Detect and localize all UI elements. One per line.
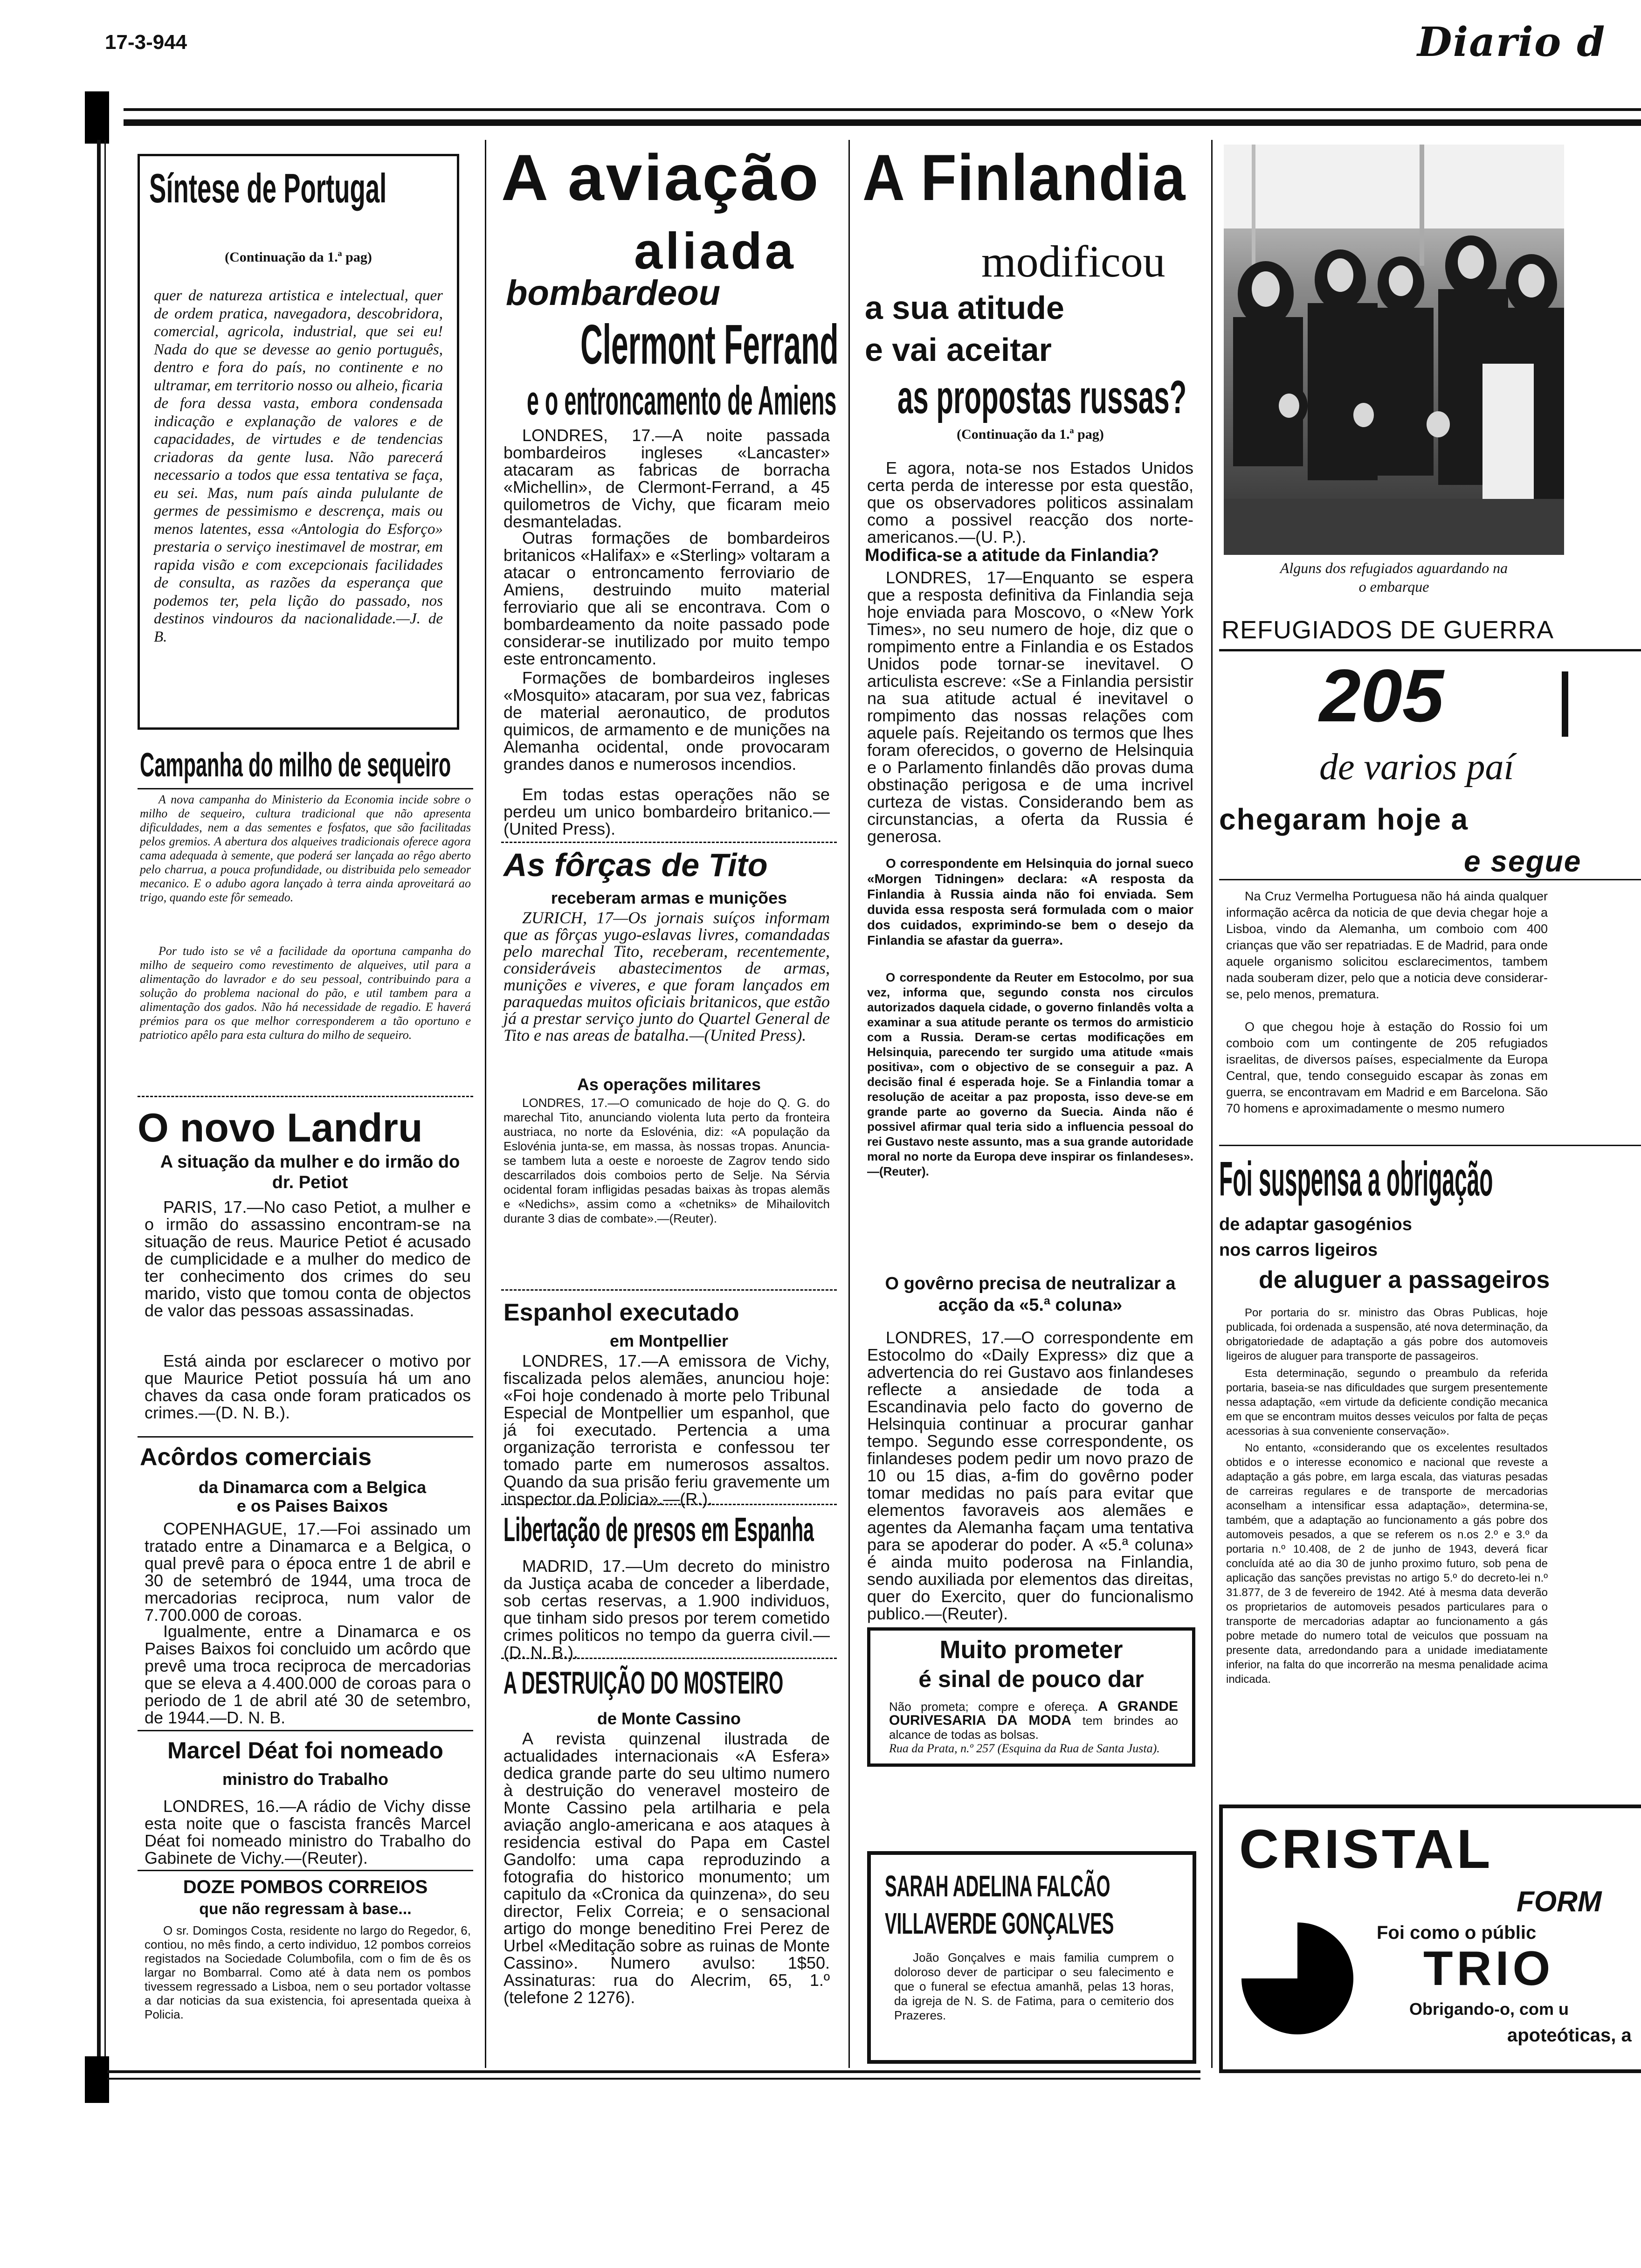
- aviacao-title-4: Clermont Ferrand: [580, 313, 839, 376]
- tito-ops-body: LONDRES, 17.—O comunicado de hoje do Q. G. do marechal Tito, anunciando violenta luta perto da fronteira austriaca, no norte da Eslovénia, diz: «A população da Eslovénia junta-se, em massa, às nossas tropas. Anuncia-se tambem luta a oeste e noroeste de Zagrov tendo sido descarrilados dois comboios perto de Selje. Na Sérvia ocidental foram infligidas pesadas baixas às tropas alemãs e «Nedichs», assim como a «chetniks» de Mihailovitch durante 3 dias de combate».—(Reuter).: [503, 1096, 830, 1225]
- aviacao-body-4: Em todas estas operações não se perdeu um unico bombardeiro britanico.—(United Press).: [503, 785, 830, 838]
- divider-acordos: [138, 1730, 473, 1731]
- aviacao-body-2: Outras formações de bombardeiros britanicos «Halifax» e «Sterling» voltaram a atacar o entroncamento ferroviario de Amiens, destruindo muito material ferroviario que ali se encontrava. Com o bombardeamento da noite passado pode considerar-se inutilizado por muito tempo este entroncamento.: [503, 528, 830, 668]
- ad-cristal-line-2: Foi como o públic: [1377, 1922, 1537, 1943]
- sintese-box: [138, 154, 459, 730]
- pombos-body: O sr. Domingos Costa, residente no largo do Regedor, 6, contiou, no mês findo, a certo individuo, 12 pombos correios registados na Sociedade Columbofila, com o fim de ês os largar no Bombarral. Como até à data nem os pombos tivessem regressado a Lisboa, nem o seu portador voltasse a dar noticias da sua existencia, foi apresentada queixa à Policia.: [145, 1923, 471, 2021]
- refugees-photo: [1224, 145, 1564, 555]
- pie-logo-icon: [1241, 1922, 1353, 2034]
- left-margin-rule: [97, 140, 101, 2073]
- column-separator-2: [848, 140, 850, 2068]
- left-margin-bar-top: [85, 91, 109, 144]
- mosteiro-title: A DESTRUIÇÃO DO MOSTEIRO: [503, 1665, 784, 1701]
- suspensa-body-2: Esta determinação, segundo o preambulo da referida portaria, baseia-se nas dificuldades que surgem presentemente nessa adaptação, «em virtude da deficiente condição mecanica em que se encontram muitos desses veiculos por falta de peças acessorias à sua conveniente conservação».: [1226, 1367, 1548, 1438]
- obituary-name-1: SARAH ADELINA FALCÃO: [885, 1869, 1110, 1903]
- aviacao-title-3: bombardeou: [506, 273, 721, 313]
- divider-refugiados: [1219, 1145, 1641, 1146]
- refugiados-line-3: chegaram hoje a: [1219, 802, 1469, 836]
- divider-libertacao: [501, 1658, 837, 1659]
- suspensa-sub-2: nos carros ligeiros: [1219, 1240, 1378, 1260]
- aviacao-title-2: aliada: [634, 222, 796, 280]
- tito-subtitle: receberam armas e munições: [551, 888, 787, 907]
- masthead: Diario d: [1417, 19, 1606, 66]
- suspensa-body-3: No entanto, «considerando que os excelentes resultados obtidos e o interesse economico e nacional que reveste a adaptação a gás pobre, em larga escala, das viaturas pesadas de carreiras regulares e de transporte de mercadorias aconselham a intensificar essa adaptação», determina-se, também, que a adaptação ao funcionamento a gás pobre dos automoveis pesados, a que se referem os n.os 2.º e 3.º da portaria n.º 10.408, de 2 de junho de 1943, deverá ficar concluída até ao dia 30 de junho proximo futuro, sob pena de aplicação das sanções previstas no artigo 5.º do decreto-lei n.º 31.877, de 3 de fevereiro de 1942. Até à mesma data deverão os proprietarios de automoveis pesados particulares para o transporte de mercadorias adaptar ao funcionamento a gás pobre metade do numero total de veiculos que possuam na presente data, arredondando para a unidade imediatamente inferior, na falta do que incorrerão na mesma penalidade acima indicada.: [1226, 1442, 1548, 1686]
- column-separator-3: [1211, 140, 1213, 2068]
- landru-body-2: Está ainda por esclarecer o motivo por que Maurice Petiot possuía há um ano chaves da casa onde foram praticados os crimes.—(D. N. B.).: [145, 1351, 471, 1422]
- deat-subtitle: ministro do Trabalho: [222, 1770, 389, 1789]
- photo-caption-2: o embarque: [1358, 578, 1429, 595]
- divider-campanha: [138, 1096, 473, 1097]
- refugiados-rule: [1219, 649, 1641, 651]
- espanhol-body: LONDRES, 17.—A emissora de Vichy, fiscalizada pelos alemães, anunciou hoje: «Foi hoje condenado à morte pelo Tribunal Especial de Montpellier um espanhol, que já foi executado. Pertencia a uma organização terrorista e confessou ter tomado parte em numerosos assaltos. Quando da sua prisão feriu gravemente um inspector da Policia».—(R.).: [503, 1351, 830, 1508]
- finlandia-sub-2: O govêrno precisa de neutralizar a acção da «5.ª coluna»: [885, 1274, 1176, 1315]
- refugiados-line-2: de varios paí: [1319, 747, 1514, 788]
- photo-caption-1: Alguns dos refugiados aguardando na: [1280, 560, 1508, 576]
- ad-prometer-title-1: Muito prometer: [939, 1636, 1123, 1664]
- finlandia-body-5: LONDRES, 17.—O correspondente em Estocolmo do «Daily Express» diz que a advertencia do rei Gustavo aos finlandeses reflecte a ansiedade de toda a Escandinavia pelo facto do governo de Helsinquia continuar a procurar ganhar tempo. Segundo esse correspondente, os finlandeses podem pedir um novo prazo de 10 ou 15 dias, a-fim do govêrno poder tomar medidas no país para evitar que elementos favoraveis aos alemães e agentes da Alemanha façam uma tentativa para se apoderar do poder. A «5.ª coluna» é ainda muito poderosa na Finlandia, sendo auxiliada por elementos das direitas, quer do Exercito, quer do funcionalismo publico.—(Reuter).: [867, 1328, 1193, 1623]
- deat-body: LONDRES, 16.—A rádio de Vichy disse esta noite que o fascista francês Marcel Déat foi nomeado ministro do Trabalho do Gabinete de Vichy.—(Reuter).: [145, 1797, 471, 1867]
- divider-aviacao: [501, 842, 837, 843]
- pombos-subtitle: que não regressam à base...: [199, 1900, 412, 1918]
- sintese-continuation: (Continuação da 1.ª pag): [225, 249, 372, 265]
- landru-title: O novo Landru: [138, 1106, 423, 1150]
- divider-deat: [138, 1870, 473, 1871]
- aviacao-body-1: LONDRES, 17.—A noite passada bombardeiros ingleses «Lancaster» atacaram as fabricas de borracha «Michellin», de Clermont-Ferrand, a 45 quilometros de Vichy, que ficaram meio desmanteladas.: [503, 426, 830, 531]
- obituary-body: João Gonçalves e mais familia cumprem o doloroso dever de participar o seu falecimento e que o funeral se efectua amanhã, pelas 13 horas, da igreja de N. S. de Fatima, para o cemiterio dos Prazeres.: [894, 1950, 1174, 2022]
- finlandia-continuation: (Continuação da 1.ª pag): [957, 427, 1104, 442]
- ad-cristal-title: CRISTAL: [1239, 1819, 1493, 1880]
- aviacao-title-1: A aviação: [501, 141, 820, 214]
- ad-cristal-line-4: apoteóticas, a: [1507, 2025, 1632, 2046]
- tito-ops-title: As operações militares: [577, 1075, 761, 1094]
- ad-prometer-body: [889, 1700, 1178, 1742]
- pombos-title: DOZE POMBOS CORREIOS: [183, 1877, 428, 1897]
- column-separator-1: [485, 140, 486, 2068]
- campanha-title: Campanha do milho de sequeiro: [140, 747, 451, 784]
- refugiados-body-2: O que chegou hoje à estação do Rossio foi um comboio com um contingente de 205 refugiados israelitas, de diversos países, especialmente da Europa Central, que, tendo conseguido escapar às zonas em guerra, se encontravam em Madrid e em Barcelona. São 70 homens e aproximadamente o mesmo numero: [1226, 1020, 1548, 1115]
- aviacao-title-5: e o entroncamento de Amiens: [527, 377, 837, 423]
- ad-cristal: [1219, 1805, 1641, 2073]
- page-date: 17-3-944: [105, 31, 187, 54]
- left-margin-bar-bottom: [85, 2056, 109, 2103]
- suspensa-sub-1: de adaptar gasogénios: [1219, 1215, 1412, 1234]
- deat-title: Marcel Déat foi nomeado: [167, 1737, 443, 1763]
- ad-prometer-title-2: é sinal de pouco dar: [918, 1666, 1144, 1692]
- finlandia-sub-1: Modifica-se a atitude da Finlandia?: [865, 546, 1159, 565]
- left-margin-rule-inner: [104, 140, 106, 2073]
- finlandia-title-4: e vai aceitar: [865, 332, 1052, 368]
- acordos-subtitle: da Dinamarca com a Belgica e os Paises Baixos: [198, 1478, 427, 1515]
- campanha-rule: [138, 788, 473, 789]
- finlandia-body-1: E agora, nota-se nos Estados Unidos certa perda de interesse por esta questão, que os observadores politicos assinalam como a possivel reacção dos norte-americanos.—(U. P.).: [867, 458, 1193, 546]
- tito-title: As fôrças de Tito: [503, 847, 768, 883]
- ad-prometer-box: [867, 1627, 1195, 1767]
- finlandia-title-3: a sua atitude: [865, 290, 1064, 326]
- refugiados-big: 205: [1319, 654, 1444, 737]
- finlandia-body-4: O correspondente da Reuter em Estocolmo, por sua vez, informa que, segundo consta nos circulos autorizados daquela cidade, o governo finlandês volta a examinar a sua atitude perante os termos do armisticio com a Russia. Deram-se certas modificações em Helsinquia, parecendo ter surgido uma atitude «mais positiva», com o objectivo de se conseguir a paz. A decisão final é esperada hoje. Se a Finlandia tomar a resolução de aceitar a paz proposta, isso deve-se em grande parte ao governo da Suecia. Ainda não é possivel afirmar qual teria sido a influencia pessoal do rei Gustavo neste assunto, mas a sua grande autoridade moral no norte da Europa deve inspirar os finlandeses».—(Reuter).: [867, 970, 1193, 1178]
- finlandia-title-1: A Finlandia: [862, 141, 1186, 214]
- espanhol-title: Espanhol executado: [503, 1299, 739, 1326]
- ad-prometer-body-b: tem brindes ao alcance de todas as bolsas.: [889, 1714, 1178, 1742]
- aviacao-body-3: Formações de bombardeiros ingleses «Mosquito» atacaram, por sua vez, fabricas de material aeronautico, de produtos quimicos, de armamento e de munições na Alemanha ocidental, onde provocaram grandes danos e numerosos incendios.: [503, 668, 830, 774]
- suspensa-body-1: Por portaria do sr. ministro das Obras Publicas, hoje publicada, foi ordenada a suspensão, até nova determinação, da obrigatoriedade de adaptação a gás pobre dos automoveis ligeiros de aluguer para transporte de passageiros.: [1226, 1307, 1548, 1362]
- header-rule-top: [124, 108, 1641, 111]
- suspensa-title: Foi suspensa a obrigação: [1219, 1152, 1493, 1206]
- landru-subtitle: A situação da mulher e do irmão do dr. Petiot: [160, 1152, 460, 1192]
- sintese-body: quer de natureza artistica e intelectual, quer de ordem pratica, navegadora, descobridora, comercial, agricola, industrial, que sei eu! Nada do que se devesse ao genio português, dentro e fora do país, no continente e no ultramar, em territorio nosso ou alheio, ficaria de fora dessa vasta, embora condensada indicação e explanação de valores e de capacidades, de virtudes e de tendencias criadoras da gente lusa. Não parecerá necessario a todos que essa tentativa se faça, eu sei. Mas, num país ainda pululante de germes de pessimismo e descrença, mais ou menos latentes, essa «Antologia do Esforço» prestaria o serviço inestimavel de mostrar, em rapida visão e com excepcionais facilidades de consulta, as razões da esperança que podemos ter, pela lição do passado, nos destinos vindouros da nacionalidade.—J. de B.: [154, 287, 443, 645]
- ad-prometer-brand: A GRANDE OURIVESARIA DA MODA: [889, 1699, 1178, 1728]
- divider-landru: [138, 1436, 473, 1438]
- refugiados-line-4: e segue: [1464, 844, 1582, 878]
- obituary-name-2: VILLAVERDE GONÇALVES: [885, 1907, 1114, 1940]
- finlandia-body-2: LONDRES, 17—Enquanto se espera que a resposta definitiva da Finlandia seja hoje enviada para Moscovo, o «New York Times», no seu numero de hoje, diz que o rompimento entre a Finlandia e os Estados Unidos pode tornar-se inevitavel. O articulista escreve: «Se a Finlandia persistir na sua atitude actual é inevitavel o rompimento das nossas relações com aquele país. Rejeitando os termos que lhes foram oferecidos, o governo de Helsinquia e o Parlamento finlandês dão provas duma obstinação perigosa e de uma incrivel curteza de vistas. Considerando bem as circunstancias, a oferta da Russia é generosa.: [867, 568, 1193, 846]
- header-rule-bottom: [124, 119, 1641, 126]
- mosteiro-subtitle: de Monte Cassino: [597, 1709, 741, 1728]
- ad-cristal-line-3: Obrigando-o, com u: [1409, 1999, 1569, 2019]
- finlandia-body-3: O correspondente em Helsinquia do jornal sueco «Morgen Tidningen» declara: «A resposta da Finlandia à Russia ainda não foi enviada. Sem duvida essa resposta será formulada com o maior dos cuidados, exprimindo-se bem o desejo da Finlandia se afastar da guerra».: [867, 856, 1193, 947]
- ad-prometer-body-a: Não prometa; compre e ofereça.: [889, 1700, 1089, 1714]
- acordos-body-1: COPENHAGUE, 17.—Foi assinado um tratado entre a Dinamarca e a Belgica, o qual prevê para o época entre 1 de abril e 30 de setembró de 1944, uma troca de mercadorias reciproca, num valor de 7.700.000 de coroas.: [145, 1519, 471, 1625]
- campanha-body-2: Por tudo isto se vê a facilidade da oportuna campanha do milho de sequeiro como revestimento de alqueives, util para a alimentação do lavrador e do seu pessoal, contribuindo para a solução do problema nacional do pão, e util tambem para a alimentação dos gados. Não há necessidade de regadio. E haverá prémios para os que melhor corresponderem a tão oportuno e patriotico apêlo para esta cultura do milho de sequeiro.: [140, 944, 471, 1042]
- acordos-title: Acôrdos comerciais: [140, 1444, 372, 1471]
- refugiados-bar: [1562, 671, 1568, 737]
- refugiados-kicker: REFUGIADOS DE GUERRA: [1221, 616, 1554, 644]
- acordos-body-2: Igualmente, entre a Dinamarca e os Paises Baixos foi concluido um acôrdo que prevê uma troca reciproca de mercadorias que se eleva a 4.400.000 de coroas para o periodo de 1 de abril até 30 de setembro, de 1944.—D. N. B.: [145, 1622, 471, 1727]
- divider-tito: [501, 1289, 837, 1291]
- footer-rule-2: [107, 2078, 1200, 2080]
- ad-cristal-line-1: FORM: [1517, 1886, 1602, 1918]
- divider-espanhol: [501, 1504, 837, 1505]
- refugiados-rule-2: [1219, 879, 1641, 880]
- footer-rule: [107, 2070, 1200, 2073]
- libertacao-title: Libertação de presos em Espanha: [503, 1511, 814, 1549]
- mosteiro-body: A revista quinzenal ilustrada de actualidades internacionais «A Esfera» dedica grande parte do seu ultimo numero à destruição do veneravel mosteiro de Monte Cassino pela artilharia e pela aviação anglo-americana e aos ataques à residencia estival do Papa em Castel Gandolfo: uma capa reproduzindo a fotografia do historico monumento; um capitulo da «Cronica da quinzena», do seu director, Felix Correia; e o sensacional artigo do monge beneditino Frei Perez de Urbel «Meditação sobre as ruinas de Monte Cassino». Numero avulso: 1$50. Assinaturas: rua do Alecrim, 65, 1.º (telefone 2 1276).: [503, 1729, 830, 2007]
- espanhol-subtitle: em Montpellier: [609, 1331, 729, 1350]
- ad-cristal-brand: TRIO: [1423, 1942, 1554, 1996]
- finlandia-title-2: modificou: [981, 236, 1165, 286]
- tito-body: ZURICH, 17—Os jornais suíços informam que as fôrças yugo-eslavas livres, comandadas pelo marechal Tito, receberam, recentemente, consideráveis abastecimentos de armas, munições e viveres, e que foram lançados em paraquedas muitos oficiais britanicos, que estão já a prestar serviço junto do Quartel General de Tito e nas areas de batalha.—(United Press).: [503, 908, 830, 1044]
- obituary-box: [867, 1851, 1196, 2064]
- suspensa-sub-3: de aluguer a passageiros: [1259, 1266, 1550, 1293]
- refugiados-body-1: Na Cruz Vermelha Portuguesa não há ainda qualquer informação acêrca da noticia de que devia chegar hoje a Lisboa, vindo da Alemanha, um comboio com 400 crianças que vão ser repatriadas. E de Madrid, para onde aquele organismo solicitou esclarecimentos, tambem nada souberam dizer, pelo que a noticia deve considerar-se, pelo menos, prematura.: [1226, 889, 1548, 1001]
- sintese-title: Síntese de Portugal: [149, 165, 387, 211]
- finlandia-title-5: as propostas russas?: [897, 371, 1187, 423]
- campanha-body-1: A nova campanha do Ministerio da Economia incide sobre o milho de sequeiro, cultura tradicional que não apresenta dificuldades, nem a das sementes e fosfatos, que são facilitadas pelos gremios. A abertura dos alqueives tradicionais oferece agora cama adequada à semente, que poderá ser lançada ao rêgo aberto pelo charrua, a pouca profundidade, ou distribuida pelo semeador mecanico. E o adubo agora lançado à terra ainda aproveitará ao trigo, quando este fôr semeado.: [140, 793, 471, 904]
- libertacao-body: MADRID, 17.—Um decreto do ministro da Justiça acaba de conceder a liberdade, sob certas reservas, a 1.900 individuos, que tinham sido presos por terem cometido crimes politicos no tempo da guerra civil.—(D. N. B.).: [503, 1556, 830, 1662]
- landru-body-1: PARIS, 17.—No caso Petiot, a mulher e o irmão do assassino encontram-se na situação de reus. Maurice Petiot é acusado de cumplicidade e a mulher do medico de ter conhecimento dos crimes do seu marido, visto que tomou conta de objectos de valor das pessoas assassinadas.: [145, 1197, 471, 1320]
- ad-prometer-address: Rua da Prata, n.º 257 (Esquina da Rua de Santa Justa).: [889, 1742, 1160, 1755]
